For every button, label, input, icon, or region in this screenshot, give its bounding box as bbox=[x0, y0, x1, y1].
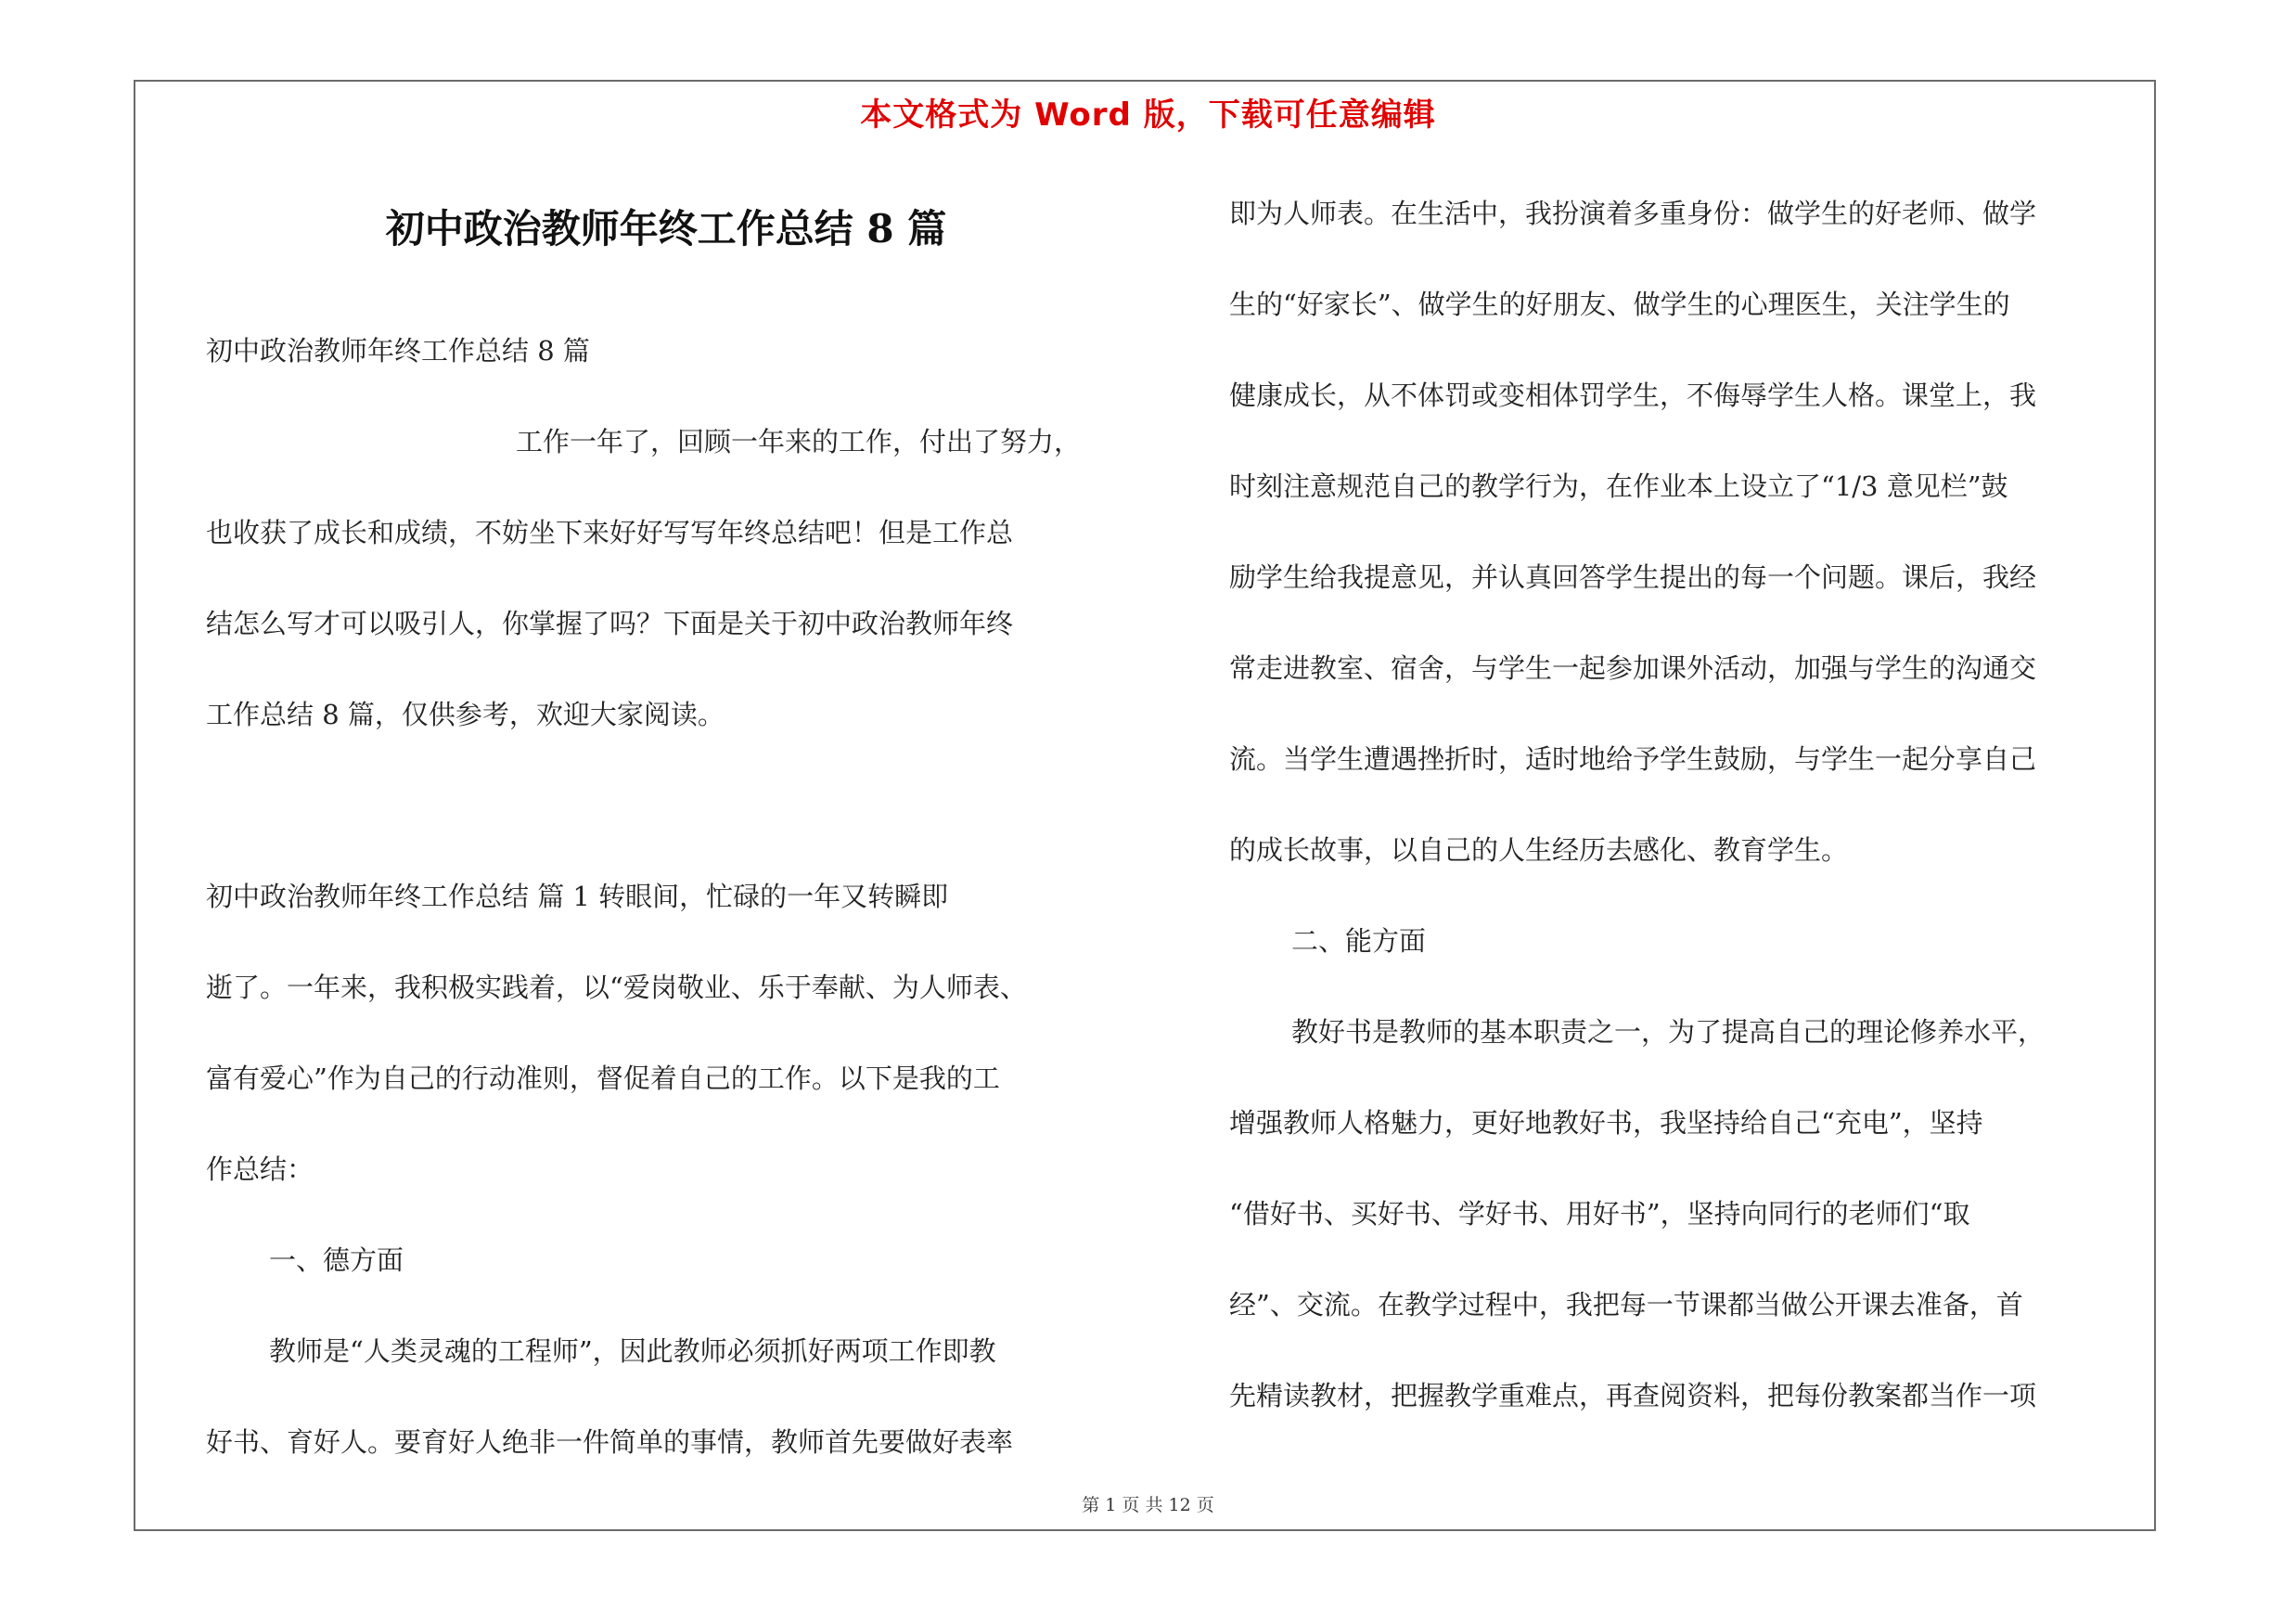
left-line-9: 作总结： bbox=[206, 1153, 314, 1185]
right-line-7: 流。当学生遭遇挫折时，适时地给予学生鼓励，与学生一起分享自己 bbox=[1229, 743, 2037, 775]
left-line-5: 工作总结 8 篇，仅供参考，欢迎大家阅读。 bbox=[206, 699, 725, 730]
right-line-5: 励学生给我提意见，并认真回答学生提出的每一个问题。课后，我经 bbox=[1229, 561, 2037, 593]
left-line-3: 也收获了成长和成绩，不妨坐下来好好写写年终总结吧！但是工作总 bbox=[206, 517, 1014, 548]
right-line-6: 常走进教室、宿舍，与学生一起参加课外活动，加强与学生的沟通交 bbox=[1229, 652, 2037, 684]
word-format-banner: 本文格式为 Word 版，下载可任意编辑 bbox=[860, 97, 1436, 134]
page-number-footer: 第 1 页 共 12 页 bbox=[1082, 1495, 1214, 1515]
right-line-3: 健康成长，从不体罚或变相体罚学生，不侮辱学生人格。课堂上，我 bbox=[1229, 380, 2037, 411]
right-line-2: 生的“好家长”、做学生的好朋友、做学生的心理医生，关注学生的 bbox=[1229, 289, 2010, 320]
right-line-11: 增强教师人格魅力，更好地教好书，我坚持给自己“充电”，坚持 bbox=[1229, 1107, 1983, 1139]
left-section-heading-1: 一、德方面 bbox=[269, 1244, 404, 1276]
left-line-2: 工作一年了，回顾一年来的工作，付出了努力， bbox=[516, 426, 1082, 457]
left-line-7: 逝了。一年来，我积极实践着，以“爱岗敬业、乐于奉献、为人师表、 bbox=[206, 972, 1027, 1003]
right-section-heading-2: 二、能方面 bbox=[1291, 925, 1427, 957]
left-line-12: 好书、育好人。要育好人绝非一件简单的事情，教师首先要做好表率 bbox=[206, 1426, 1014, 1458]
right-line-12: “借好书、买好书、学好书、用好书”，坚持向同行的老师们“取 bbox=[1229, 1198, 1970, 1230]
right-line-10: 教好书是教师的基本职责之一，为了提高自己的理论修养水平， bbox=[1291, 1016, 2046, 1048]
document-title: 初中政治教师年终工作总结 8 篇 bbox=[385, 206, 947, 251]
left-line-6: 初中政治教师年终工作总结 篇 1 转眼间，忙碌的一年又转瞬即 bbox=[206, 881, 949, 912]
left-line-8: 富有爱心”作为自己的行动准则，督促着自己的工作。以下是我的工 bbox=[206, 1063, 1000, 1094]
right-line-8: 的成长故事，以自己的人生经历去感化、教育学生。 bbox=[1229, 834, 1849, 866]
right-line-13: 经”、交流。在教学过程中，我把每一节课都当做公开课去准备，首 bbox=[1229, 1289, 2023, 1320]
right-line-4: 时刻注意规范自己的教学行为，在作业本上设立了“1/3 意见栏”鼓 bbox=[1229, 470, 2008, 502]
left-line-1: 初中政治教师年终工作总结 8 篇 bbox=[206, 335, 590, 367]
left-line-11: 教师是“人类灵魂的工程师”，因此教师必须抓好两项工作即教 bbox=[269, 1335, 996, 1367]
left-line-4: 结怎么写才可以吸引人，你掌握了吗？下面是关于初中政治教师年终 bbox=[206, 608, 1014, 639]
right-line-14: 先精读教材，把握教学重难点，再查阅资料，把每份教案都当作一项 bbox=[1229, 1380, 2037, 1411]
right-line-1: 即为人师表。在生活中，我扮演着多重身份：做学生的好老师、做学 bbox=[1229, 198, 2037, 229]
